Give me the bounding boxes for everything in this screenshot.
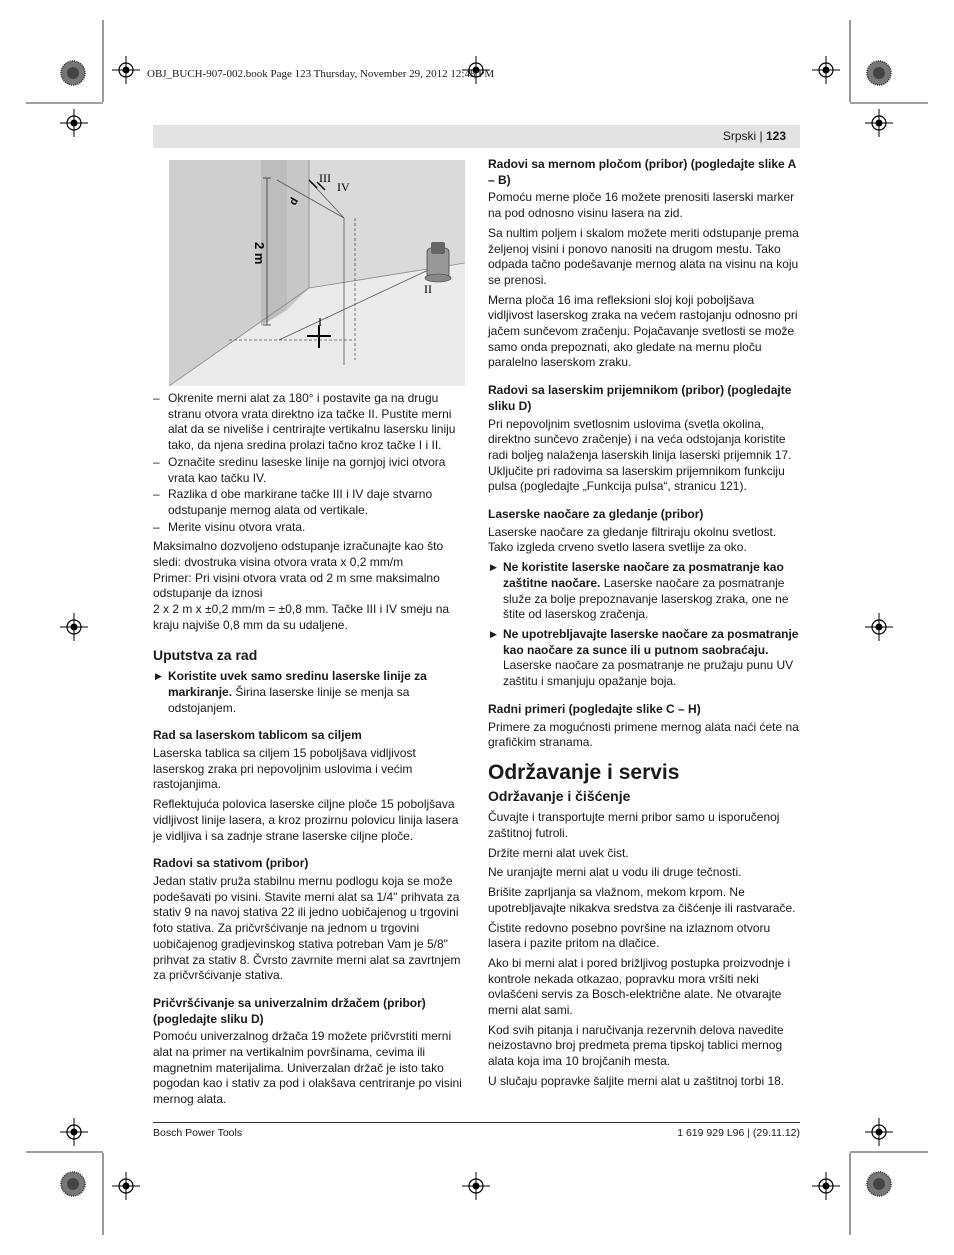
door-measurement-figure [169, 160, 465, 386]
paragraph: Reflektujuća polovica laserske ciljne ploče 15 poboljšava vidljivost linije lasera, a kroz prozirnu polovicu linija lasera je vidljiva i sa zadnje strane laserske ciljne ploče. [153, 797, 459, 843]
calc-text: 2 x 2 m x ±0,2 mm/m = ±0,8 mm. Tačke III i IV smeju na kraju najviše 0,8 mm da su udaljene. [153, 602, 450, 632]
paragraph: Čuvajte i transportujte merni pribor samo u isporučenoj zaštitnoj futroli. [488, 810, 780, 841]
safety-note-bold: Koristite uvek samo sredinu laserske linije za markiranje. [168, 669, 427, 699]
heading-ciscenje: Održavanje i čišćenje [488, 787, 631, 804]
list-item: – Merite visinu otvora vrata. [153, 520, 464, 536]
list-item: – Označite sredinu laseske linije na gornjoj ivici otvora vrata kao tačku IV. [153, 455, 464, 486]
list-item: – Razlika d obe markirane tačke III i IV daje stvarno odstupanje mernog alata od vertikale. [153, 487, 464, 518]
footer-right: 1 619 929 L96 | (29.11.12) [677, 1127, 800, 1139]
paragraph: Pomoću univerzalnog držača 19 možete pričvrstiti merni alat na primer na vertikalnim površinama, cevima ili magnetnim materijalima. Univerzalan držač je isto tako pogodan kao i stativ za pod i olakšava centriranje po visini mernog alata. [153, 1029, 462, 1107]
paragraph: Merna ploča 16 ima refleksioni sloj koji poboljšava vidljivost laserskog zraka na većem rastojanju odnosno pri jačem sunčevom zračenju. Pojačavanje svetlosti se može samo onda prepoznati, ako gledate na mernu ploču paralelno laserskom zraku. [488, 292, 798, 370]
page-header-bar [153, 125, 800, 148]
safety-note-text: Širina laserske linije se menja sa odstojanjem. [168, 684, 410, 715]
paragraph: Ako bi merni alat i pored brižljivog postupka proizvodnje i kontrole nekada otkazao, popravku mora vršiti neki ovlašćeni servis za Bosch-električne alate. Ne otvarajte merni alat sami. [488, 955, 791, 1018]
max-deviation-text: Maksimalno dozvoljeno odstupanje izračunajte kao što sledi: dvostruka visina otvora vrata x 0,2 mm/m [153, 539, 444, 570]
safety-note-bold: Ne upotrebljavajte laserske naočare za posmatranje kao naočare za sunce ili u putnom saobraćaju. [503, 626, 799, 657]
page-header [723, 129, 800, 143]
printer-header: OBJ_BUCH-907-002.book Page 123 Thursday, November 29, 2012 12:48 PM [147, 68, 495, 80]
paragraph: U slučaju popravke šaljite merni alat u zaštitnoj torbi 18. [488, 1073, 785, 1088]
paragraph: Laserske naočare za gledanje filtriraju okolnu svetlost. Tako izgleda crveno svetlo lasera svetlije za oko. [488, 524, 777, 555]
paragraph: Držite merni alat uvek čist. [488, 845, 629, 860]
paragraph: Pomoću merne ploče 16 možete prenositi laserski marker na pod odnosno visinu lasera na zid. [488, 190, 795, 221]
paragraph: Brišite zaprljanja sa vlažnom, mekom krpom. Ne upotrebljavajte nikakva sredstva za čišćenje ili rastvarače. [488, 885, 796, 915]
safety-note [153, 669, 464, 716]
heading-ploca: Radovi sa mernom pločom (pribor) (pogledajte slike A – B) [488, 157, 796, 187]
paragraph: Laserska tablica sa ciljem 15 poboljšava vidljivost laserskog zraka pri nepovoljnim uslovima i većim rastojanjima. [153, 746, 416, 792]
paragraph: Kod svih pitanja i naručivanja rezervnih delova navedite neizostavno broj predmeta prema tipskoj tablici mernog alata koja ima 10 brojčanih mesta. [488, 1022, 784, 1069]
label-III: III [319, 171, 331, 185]
label-2m: 2 m [252, 242, 267, 265]
paragraph: Primere za mogućnosti primene mernog alata naći ćete na grafičkim stranama. [488, 719, 799, 750]
heading-naocare: Laserske naočare za gledanje (pribor) [488, 507, 704, 522]
paragraph: Čistite redovno posebno površine na izlaznom otvoru lasera i pazite pritom na dlačice. [488, 920, 771, 951]
heading-stativ: Radovi sa stativom (pribor) [153, 856, 309, 871]
heading-drzac: Pričvršćivanje sa univerzalnim držačem (pribor) (pogledajte sliku D) [153, 995, 426, 1026]
page-number: 123 [765, 129, 786, 143]
heading-primeri: Radni primeri (pogledajte slike C – H) [488, 701, 701, 716]
left-column [153, 391, 464, 1112]
paragraph: Ne uranjajte merni alat u vodu ili druge tečnosti. [488, 865, 742, 880]
paragraph: Jedan stativ pruža stabilnu mernu podlogu koja se može podešavati po visini. Stavite merni alat sa 1/4" prihvata za stativ 9 na navoj stativa 22 ili jedno uobičajenog u trgovini foto stativa. Za pričvršćivanje na jednom u trgovini uobičajenog gradjevinskog stativa potreban Vam je 5/8" prihvat za stativ 8. Čvrsto zavrnite merni alat sa zavrtnjem za pričvršćivanje stativa. [153, 873, 461, 983]
safety-note [488, 560, 799, 623]
list-item: – Okrenite merni alat za 180° i postavite ga na drugu stranu otvora vrata direktno iza tačke II. Pustite merni alat da se niveliše i centrirajte vertikalnu lasersku liniju tako, da njena sredina prolazi tačno kroz tačke I i II. [153, 391, 464, 454]
section-title: Održavanje i servis [488, 760, 680, 784]
heading-tablica: Rad sa laserskom tablicom sa ciljem [153, 728, 362, 743]
label-d: d [287, 195, 301, 208]
heading-uputstva: Uputstva za rad [153, 646, 258, 663]
heading-prijemnik: Radovi sa laserskim prijemnikom (pribor) (pogledajte sliku D) [488, 383, 792, 413]
header-language: Srpski [722, 129, 757, 143]
right-column [488, 157, 799, 1094]
label-II: II [424, 282, 432, 296]
paragraph: Pri nepovoljnim svetlosnim uslovima (svetla okolina, direktno sunčevo zračenje) i na veća odstojanja koristite radi boljeg nalaženja laserskih linija laserski prijemnik 17. Uključite pri radovima sa laserskim prijemnikom funkciju pulsa (pogledajte „Funkcija pulsa“, stranicu 121). [488, 416, 792, 494]
example-text: Primer: Pri visini otvora vrata od 2 m sme maksimalno odstupanje da iznosi [153, 570, 440, 601]
safety-note-text: Laserske naočare za posmatranje ne pružaju punu UV zaštitu i smanjuju opažanje boja. [503, 658, 794, 689]
safety-note-bold: Ne koristite laserske naočare za posmatranje kao zaštitne naočare. [503, 560, 784, 590]
header-separator: | [759, 129, 763, 143]
label-I: I [318, 315, 322, 329]
footer-left: Bosch Power Tools [153, 1127, 243, 1139]
label-IV: IV [337, 180, 350, 194]
footer-rule [153, 1122, 800, 1123]
safety-note [488, 627, 799, 690]
safety-note-text: Laserske naočare za posmatranje služe za bolje prepoznavanje laserskog zraka, one ne štite od laserskog zračenja. [503, 575, 789, 622]
paragraph: Sa nultim poljem i skalom možete meriti odstupanje prema željenoj visini i ponovo nanositi na drugom mestu. Tako odpada tačno podešavanje mernog alata na visinu na koju se prenosi. [488, 225, 799, 287]
